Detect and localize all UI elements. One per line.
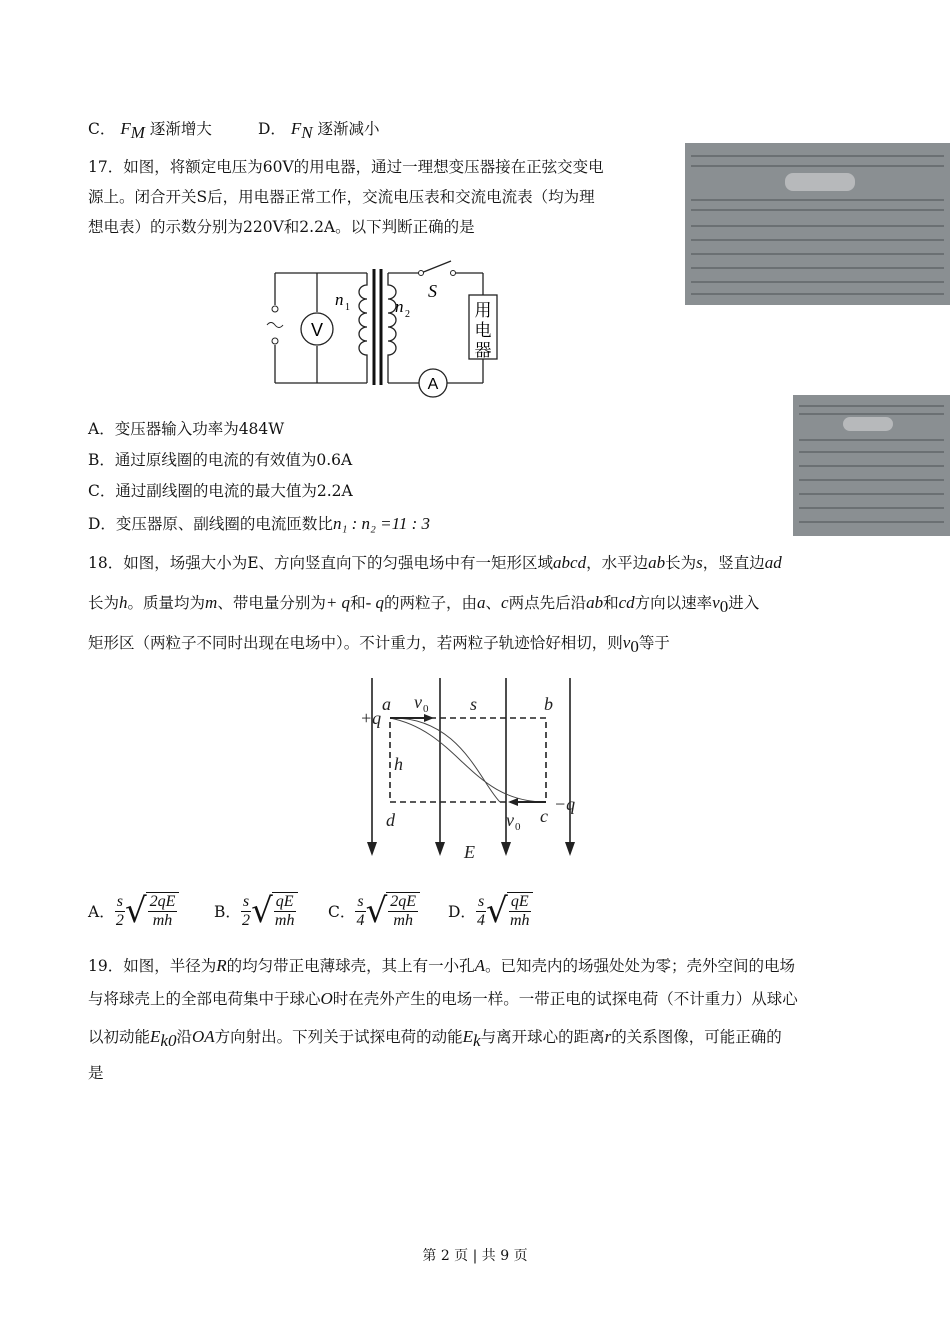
q17-option-d: D．变压器原、副线圈的电流匝数比n₁ : n₂ =11 : 3 bbox=[88, 514, 431, 533]
page-footer: 第 2 页 | 共 9 页 bbox=[422, 1248, 528, 1264]
svg-text:器: 器 bbox=[474, 341, 492, 361]
svg-text:用: 用 bbox=[474, 301, 492, 321]
q18-option-a: A． $\frac{s}{2}$ √ $\frac{2qE}{mh}$ bbox=[88, 886, 179, 936]
q17-line3: 想电表）的示数分别为220V和2.2A。以下判断正确的是 bbox=[88, 218, 475, 236]
q17-line2: 源上。闭合开关S后，用电器正常工作，交流电压表和交流电流表（均为理 bbox=[88, 188, 595, 206]
q18-option-d: D． $\frac{s}{4}$ √ $\frac{qE}{mh}$ bbox=[448, 886, 533, 936]
height-h-label: h bbox=[394, 754, 403, 774]
switch-label: S bbox=[428, 281, 437, 301]
point-d-label: d bbox=[386, 810, 395, 830]
ammeter-label: A bbox=[427, 376, 439, 393]
svg-text:0: 0 bbox=[423, 703, 429, 715]
q17-option-c: C．通过副线圈的电流的最大值为2.2A bbox=[88, 482, 353, 500]
transformer-circuit-diagram bbox=[255, 255, 515, 400]
field-e-label: E bbox=[464, 842, 475, 862]
q19-line4: 是 bbox=[88, 1064, 104, 1082]
v0-top-label: v bbox=[414, 692, 422, 712]
q18-line2: 长为h。质量均为m、带电量分别为+ q和- q的两粒子，由a、c两点先后沿ab和cd方向以速率$v_0$进入 bbox=[88, 593, 760, 617]
svg-text:0: 0 bbox=[515, 821, 521, 833]
q18-option-b: B． $\frac{s}{2}$ √ $\frac{qE}{mh}$ bbox=[214, 886, 298, 936]
electric-field-diagram bbox=[350, 672, 600, 867]
q18-line1: 18．如图，场强大小为E、方向竖直向下的匀强电场中有一矩形区域abcd，水平边ab长为s，竖直边ad bbox=[88, 553, 782, 572]
svg-text:电: 电 bbox=[474, 321, 492, 341]
minus-q-label: −q bbox=[554, 794, 576, 814]
q19-line1: 19．如图，半径为R的均匀带正电薄球壳，其上有一小孔A。已知壳内的场强处处为零；壳外空间的电场 bbox=[88, 956, 796, 975]
point-b-label: b bbox=[544, 694, 553, 714]
q16-option-c: C． $F_M$ 逐渐增大 bbox=[88, 119, 212, 143]
q16-option-d: D． $F_N$ 逐渐减小 bbox=[258, 119, 380, 143]
plus-q-label: +q bbox=[360, 708, 382, 728]
voltmeter-label: V bbox=[310, 320, 324, 340]
scanned-photo-2 bbox=[793, 395, 950, 536]
point-c-label: c bbox=[540, 806, 548, 826]
q17-option-b: B．通过原线圈的电流的有效值为0.6A bbox=[88, 451, 353, 469]
n1-label: n bbox=[335, 290, 344, 309]
q19-line3: 以初动能$E_{k0}$沿OA方向射出。下列关于试探电荷的动能$E_k$与离开球心的距离r的关系图像，可能正确的 bbox=[88, 1027, 782, 1051]
svg-text:1: 1 bbox=[345, 302, 350, 313]
scanned-photo-1 bbox=[685, 143, 950, 305]
q17-option-a: A．变压器输入功率为484W bbox=[88, 420, 285, 438]
q18-line3: 矩形区（两粒子不同时出现在电场中）。不计重力，若两粒子轨迹恰好相切，则$v_0$等于 bbox=[88, 633, 670, 657]
point-a-label: a bbox=[382, 694, 391, 714]
q18-option-c: C． $\frac{s}{4}$ √ $\frac{2qE}{mh}$ bbox=[328, 886, 420, 936]
q19-line2: 与将球壳上的全部电荷集中于球心O时在壳外产生的电场一样。一带正电的试探电荷（不计重力）从球心 bbox=[88, 989, 798, 1008]
length-s-label: s bbox=[470, 694, 478, 714]
q17-line1: 17．如图，将额定电压为60V的用电器，通过一理想变压器接在正弦交变电 bbox=[88, 158, 604, 176]
v0-bottom-label: v bbox=[506, 810, 514, 830]
n2-label: n bbox=[395, 297, 404, 316]
svg-text:2: 2 bbox=[405, 309, 410, 320]
